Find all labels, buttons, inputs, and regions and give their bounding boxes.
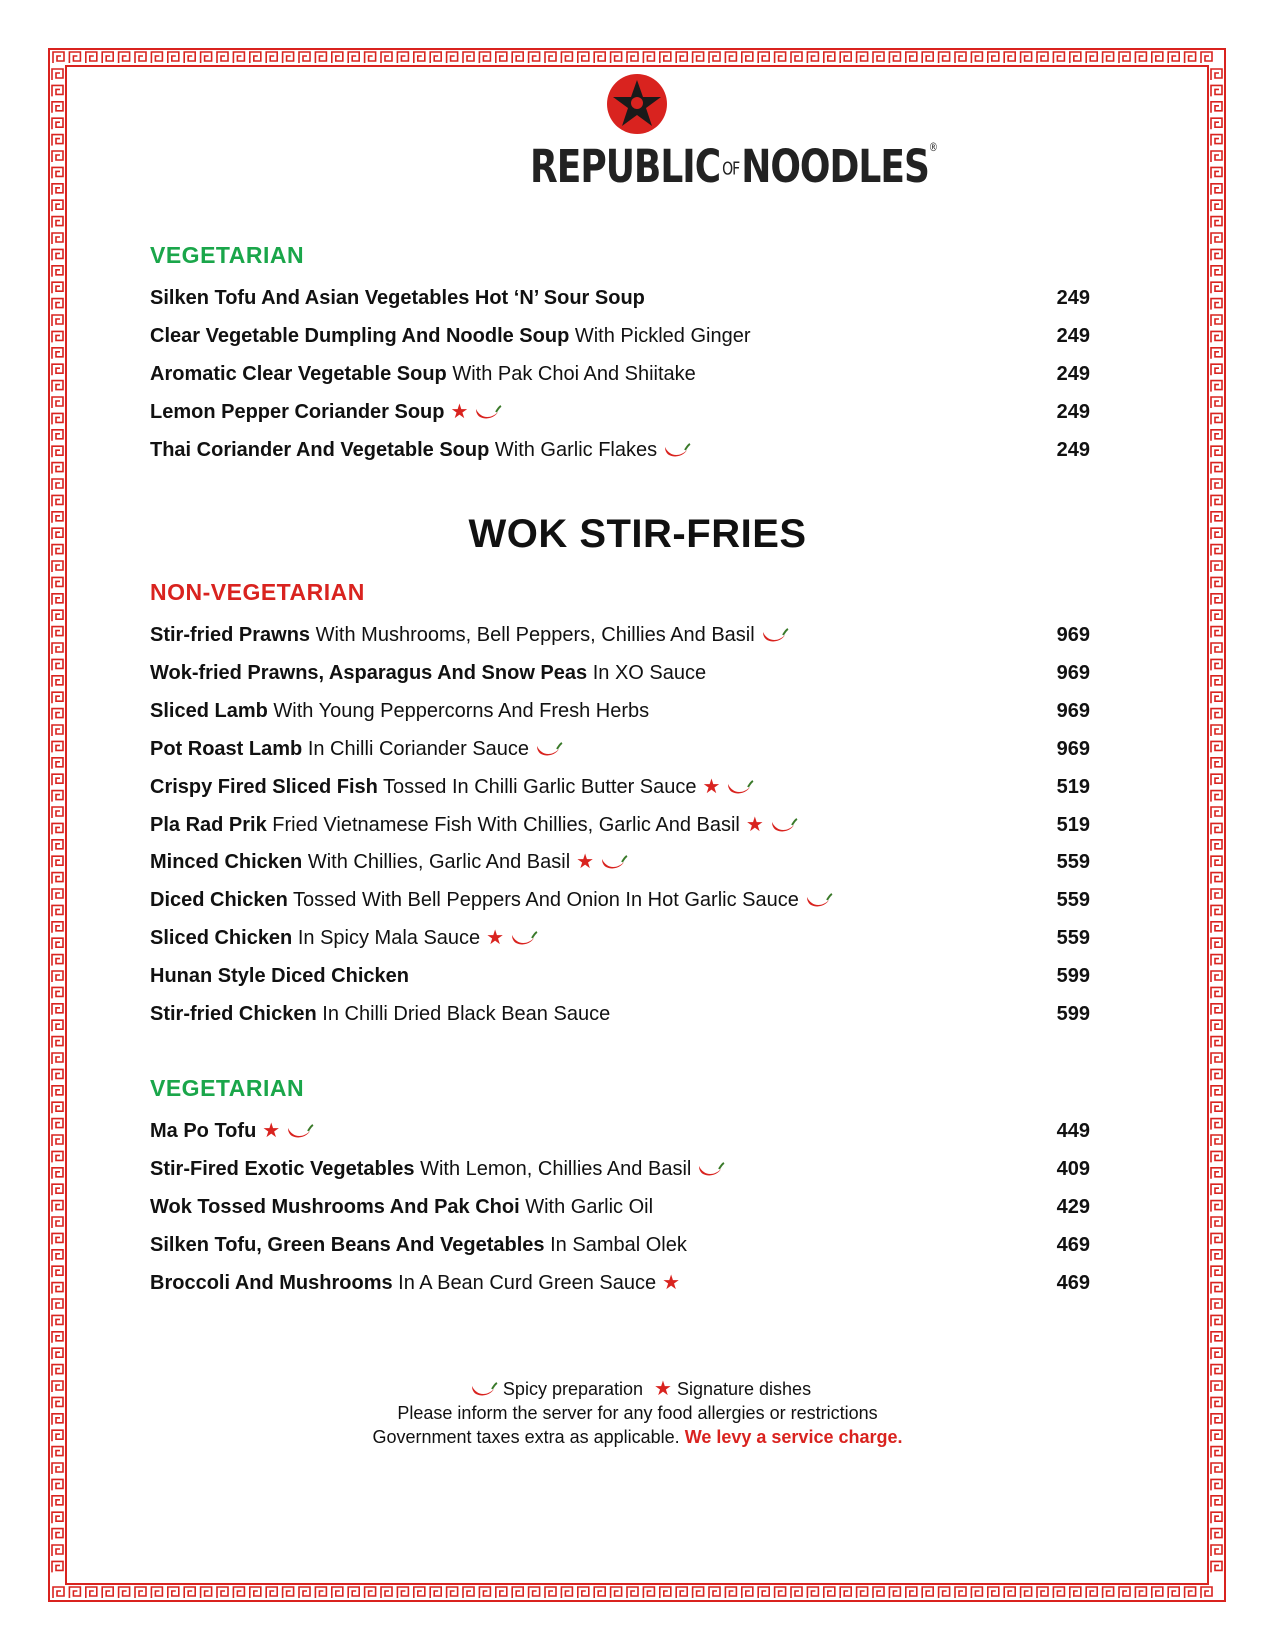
dish-price: 969 xyxy=(1056,624,1090,646)
menu-footer xyxy=(0,1377,1275,1449)
dish-name: Stir-fried Prawns xyxy=(150,624,311,646)
menu-item xyxy=(150,282,1090,314)
dish-name: Lemon Pepper Coriander Soup xyxy=(150,401,445,423)
dish-price: 249 xyxy=(1056,325,1090,347)
dish-price: 449 xyxy=(1056,1120,1090,1142)
menu-item xyxy=(150,960,1090,992)
logo-word-noodles: NOODLES xyxy=(741,142,929,194)
dish-price: 519 xyxy=(1056,776,1090,798)
menu-item xyxy=(150,884,1090,916)
menu-item xyxy=(150,1191,1090,1223)
menu-item xyxy=(150,998,1090,1030)
dish-description: In Sambal Olek xyxy=(550,1234,687,1256)
legend-line xyxy=(0,1377,1275,1401)
dish-name: Clear Vegetable Dumpling And Noodle Soup xyxy=(150,325,570,347)
dish-description: In Chilli Coriander Sauce xyxy=(307,738,530,760)
section-title-vegetarian-stir-fries: VEGETARIAN xyxy=(150,1075,305,1101)
dish-name: Broccoli And Mushrooms xyxy=(150,1272,393,1294)
service-charge-note: We levy a service charge. xyxy=(684,1427,903,1447)
star-icon: ★ xyxy=(262,1120,281,1142)
dish-price: 969 xyxy=(1056,738,1090,760)
dish-name: Diced Chicken xyxy=(150,889,288,911)
dish-name: Pot Roast Lamb xyxy=(150,738,303,760)
dish-description: In Chilli Dried Black Bean Sauce xyxy=(322,1003,611,1025)
dish-name: Minced Chicken xyxy=(150,851,303,873)
menu-item xyxy=(150,619,1090,651)
dish-name: Silken Tofu, Green Beans And Vegetables xyxy=(150,1234,545,1256)
dish-price: 559 xyxy=(1056,889,1090,911)
dish-name: Pla Rad Prik xyxy=(150,814,267,836)
dish-name: Sliced Chicken xyxy=(150,927,293,949)
menu-item xyxy=(150,1267,1090,1299)
star-icon: ★ xyxy=(662,1272,681,1294)
dish-price: 559 xyxy=(1056,851,1090,873)
star-icon: ★ xyxy=(745,814,764,836)
menu-item xyxy=(150,771,1090,803)
menu-item xyxy=(150,1153,1090,1185)
dish-description: Tossed In Chilli Garlic Butter Sauce xyxy=(383,776,697,798)
chilli-icon xyxy=(697,1161,725,1179)
restaurant-logo xyxy=(530,72,937,194)
dish-description: With Garlic Oil xyxy=(525,1196,654,1218)
dish-price: 969 xyxy=(1056,662,1090,684)
section-title-vegetarian-soups: VEGETARIAN xyxy=(150,242,305,268)
menu-item xyxy=(150,922,1090,954)
menu-item xyxy=(150,358,1090,390)
chilli-icon xyxy=(770,817,798,835)
dish-description: With Young Peppercorns And Fresh Herbs xyxy=(273,700,650,722)
dish-name: Wok Tossed Mushrooms And Pak Choi xyxy=(150,1196,520,1218)
chilli-icon xyxy=(663,442,691,460)
dish-price: 249 xyxy=(1056,401,1090,423)
star-icon: ★ xyxy=(450,401,469,423)
dish-description: With Chillies, Garlic And Basil xyxy=(307,851,571,873)
dish-name: Hunan Style Diced Chicken xyxy=(150,965,409,987)
dish-name: Stir-Fired Exotic Vegetables xyxy=(150,1158,415,1180)
menu-item xyxy=(150,1229,1090,1261)
menu-item xyxy=(150,320,1090,352)
legend-signature-label: Signature dishes xyxy=(676,1379,812,1399)
chilli-icon xyxy=(286,1123,314,1141)
dish-name: Silken Tofu And Asian Vegetables Hot ‘N’ Sour Soup xyxy=(150,287,645,309)
dish-price: 249 xyxy=(1056,439,1090,461)
dish-name: Sliced Lamb xyxy=(150,700,268,722)
dish-price: 249 xyxy=(1056,363,1090,385)
dish-name: Aromatic Clear Vegetable Soup xyxy=(150,363,447,385)
allergy-note: Please inform the server for any food allergies or restrictions xyxy=(397,1403,878,1423)
chilli-icon xyxy=(726,779,754,797)
dish-description: With Pickled Ginger xyxy=(574,325,751,347)
tax-note: Government taxes extra as applicable. xyxy=(372,1427,680,1447)
dish-description: Tossed With Bell Peppers And Onion In Hot Garlic Sauce xyxy=(293,889,799,911)
menu-item xyxy=(150,809,1090,841)
dish-price: 599 xyxy=(1056,1003,1090,1025)
dish-name: Crispy Fired Sliced Fish xyxy=(150,776,378,798)
logo-word-republic: REPUBLIC xyxy=(530,142,721,194)
dish-name: Ma Po Tofu xyxy=(150,1120,257,1142)
dish-price: 469 xyxy=(1056,1234,1090,1256)
dish-price: 469 xyxy=(1056,1272,1090,1294)
star-icon: ★ xyxy=(654,1378,672,1400)
dish-price: 409 xyxy=(1056,1158,1090,1180)
logo-wordmark xyxy=(530,142,937,194)
dish-description: In XO Sauce xyxy=(592,662,707,684)
dish-description: In Spicy Mala Sauce xyxy=(297,927,481,949)
dish-description: With Pak Choi And Shiitake xyxy=(452,363,696,385)
dish-description: In A Bean Curd Green Sauce xyxy=(398,1272,657,1294)
chilli-icon xyxy=(805,892,833,910)
section-title-non-vegetarian: NON-VEGETARIAN xyxy=(150,579,365,605)
dish-description: With Lemon, Chillies And Basil xyxy=(420,1158,692,1180)
chilli-icon xyxy=(470,1381,498,1399)
legend-spicy-label: Spicy preparation xyxy=(502,1379,644,1399)
menu-item xyxy=(150,657,1090,689)
dish-description: With Mushrooms, Bell Peppers, Chillies And Basil xyxy=(315,624,755,646)
dish-description: With Garlic Flakes xyxy=(494,439,658,461)
chilli-icon xyxy=(510,930,538,948)
dish-description: Fried Vietnamese Fish With Chillies, Garlic And Basil xyxy=(272,814,740,836)
dish-name: Wok-fried Prawns, Asparagus And Snow Peas xyxy=(150,662,588,684)
menu-item xyxy=(150,846,1090,878)
menu-item xyxy=(150,733,1090,765)
registered-mark: ® xyxy=(928,142,937,155)
menu-item xyxy=(150,695,1090,727)
dish-price: 519 xyxy=(1056,814,1090,836)
chilli-icon xyxy=(761,627,789,645)
dish-name: Thai Coriander And Vegetable Soup xyxy=(150,439,490,461)
menu-item xyxy=(150,1115,1090,1147)
dish-price: 249 xyxy=(1056,287,1090,309)
dish-price: 969 xyxy=(1056,700,1090,722)
dish-name: Stir-fried Chicken xyxy=(150,1003,317,1025)
dish-price: 599 xyxy=(1056,965,1090,987)
star-icon: ★ xyxy=(576,851,595,873)
page-heading: WOK STIR-FRIES xyxy=(468,512,807,556)
dish-price: 559 xyxy=(1056,927,1090,949)
star-icon: ★ xyxy=(702,776,721,798)
tax-line xyxy=(0,1425,1275,1449)
star-icon: ★ xyxy=(486,927,505,949)
menu-item xyxy=(150,396,1090,428)
dish-price: 429 xyxy=(1056,1196,1090,1218)
menu-item xyxy=(150,434,1090,466)
logo-word-of: OF xyxy=(722,159,740,180)
star-emblem-icon xyxy=(605,72,669,136)
chilli-icon xyxy=(600,854,628,872)
chilli-icon xyxy=(474,404,502,422)
chilli-icon xyxy=(535,741,563,759)
